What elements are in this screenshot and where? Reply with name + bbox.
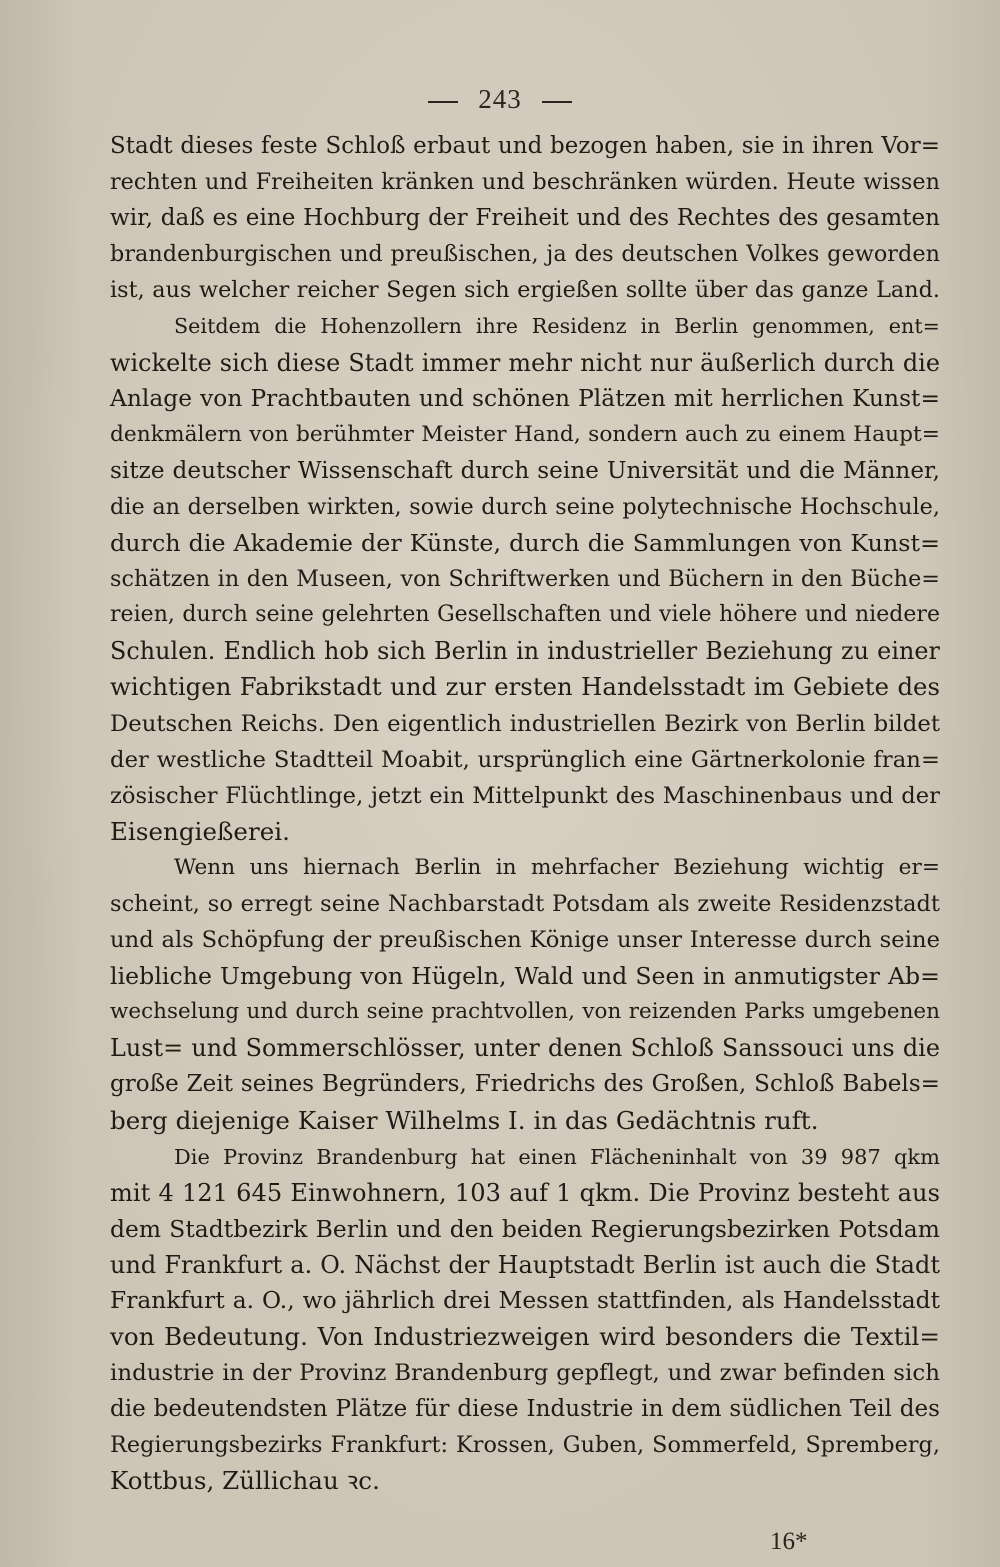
text-line: wechselung und durch seine prachtvollen, von reizenden Parks umgebenen xyxy=(110,999,940,1025)
text-line: Schulen. Endlich hob sich Berlin in industrieller Beziehung zu einer xyxy=(110,637,940,666)
paragraph-4 xyxy=(110,1139,940,1500)
text-line: berg diejenige Kaiser Wilhelms I. in das Gedächtnis ruft. xyxy=(110,1105,819,1135)
text-line: große Zeit seines Begründers, Friedrichs des Großen, Schloß Babels= xyxy=(110,1071,940,1098)
text-line: schätzen in den Museen, von Schriftwerken und Büchern in den Büche= xyxy=(110,566,940,593)
signature-mark: 16* xyxy=(770,1528,808,1555)
text-line: industrie in der Provinz Brandenburg gepflegt, und zwar befinden sich xyxy=(110,1360,940,1387)
text-line: durch die Akademie der Künste, durch die Sammlungen von Kunst= xyxy=(110,529,940,558)
text-line: zösischer Flüchtlinge, jetzt ein Mittelpunkt des Maschinenbaus und der xyxy=(110,782,940,809)
text-line: dem Stadtbezirk Berlin und den beiden Regierungsbezirken Potsdam xyxy=(110,1214,940,1243)
text-line: wichtigen Fabrikstadt und zur ersten Handelsstadt im Gebiete des xyxy=(110,672,940,702)
text-line: der westliche Stadtteil Moabit, ursprünglich eine Gärtnerkolonie fran= xyxy=(110,746,940,773)
page-header xyxy=(0,84,1000,115)
text-line: Eisengießerei. xyxy=(110,816,290,846)
text-line: scheint, so erregt seine Nachbarstadt Potsdam als zweite Residenzstadt xyxy=(110,890,940,917)
text-line: rechten und Freiheiten kränken und beschränken würden. Heute wissen xyxy=(110,169,940,196)
text-line: die an derselben wirkten, sowie durch seine polytechnische Hochschule, xyxy=(110,493,940,520)
text-line: Anlage von Prachtbauten und schönen Plätzen mit herrlichen Kunst= xyxy=(110,384,940,412)
text-line: liebliche Umgebung von Hügeln, Wald und Seen in anmutigster Ab= xyxy=(110,962,940,991)
text-line: Die Provinz Brandenburg hat einen Flächeninhalt von 39 987 qkm xyxy=(174,1144,940,1169)
text-line: und Frankfurt a. O. Nächst der Hauptstadt Berlin ist auch die Stadt xyxy=(110,1250,940,1279)
text-line: Lust= und Sommerschlösser, unter denen Schloß Sanssouci uns die xyxy=(110,1034,940,1063)
text-line: Kottbus, Züllichau ꝛc. xyxy=(110,1466,380,1496)
page-number: 243 xyxy=(478,84,522,114)
text-line: Wenn uns hiernach Berlin in mehrfacher Beziehung wichtig er= xyxy=(174,854,940,880)
text-line: sitze deutscher Wissenschaft durch seine Universität und die Männer, xyxy=(110,457,940,484)
text-line: wickelte sich diese Stadt immer mehr nicht nur äußerlich durch die xyxy=(110,348,940,377)
paragraph-3 xyxy=(110,850,940,1139)
text-line: denkmälern von berühmter Meister Hand, sondern auch zu einem Haupt= xyxy=(110,421,940,447)
header-dash-left xyxy=(428,101,458,103)
text-line: und als Schöpfung der preußischen Könige unser Interesse durch seine xyxy=(110,927,940,954)
text-line: Deutschen Reichs. Den eigentlich industriellen Bezirk von Berlin bildet xyxy=(110,710,940,737)
page-body xyxy=(110,128,940,1500)
text-line: Stadt dieses feste Schloß erbaut und bezogen haben, sie in ihren Vor= xyxy=(110,133,940,159)
text-line: Seitdem die Hohenzollern ihre Residenz in Berlin genommen, ent= xyxy=(174,314,940,339)
text-line: mit 4 121 645 Einwohnern, 103 auf 1 qkm. Die Provinz besteht aus xyxy=(110,1178,940,1207)
paragraph-1 xyxy=(110,128,940,308)
header-dash-right xyxy=(542,101,572,103)
text-line: ist, aus welcher reicher Segen sich ergießen sollte über das ganze Land. xyxy=(110,277,940,304)
text-line: von Bedeutung. Von Industriezweigen wird besonders die Textil= xyxy=(110,1322,940,1352)
text-line: brandenburgischen und preußischen, ja des deutschen Volkes geworden xyxy=(110,241,940,268)
text-line: die bedeutendsten Plätze für diese Industrie in dem südlichen Teil des xyxy=(110,1396,940,1423)
text-line: reien, durch seine gelehrten Gesellschaften und viele höhere und niedere xyxy=(110,602,940,628)
paragraph-2 xyxy=(110,308,940,849)
text-line: Regierungsbezirks Frankfurt: Krossen, Guben, Sommerfeld, Spremberg, xyxy=(110,1432,940,1459)
text-line: Frankfurt a. O., wo jährlich drei Messen stattfinden, als Handelsstadt xyxy=(110,1287,940,1314)
text-line: wir, daß es eine Hochburg der Freiheit und des Rechtes des gesamten xyxy=(110,205,940,232)
